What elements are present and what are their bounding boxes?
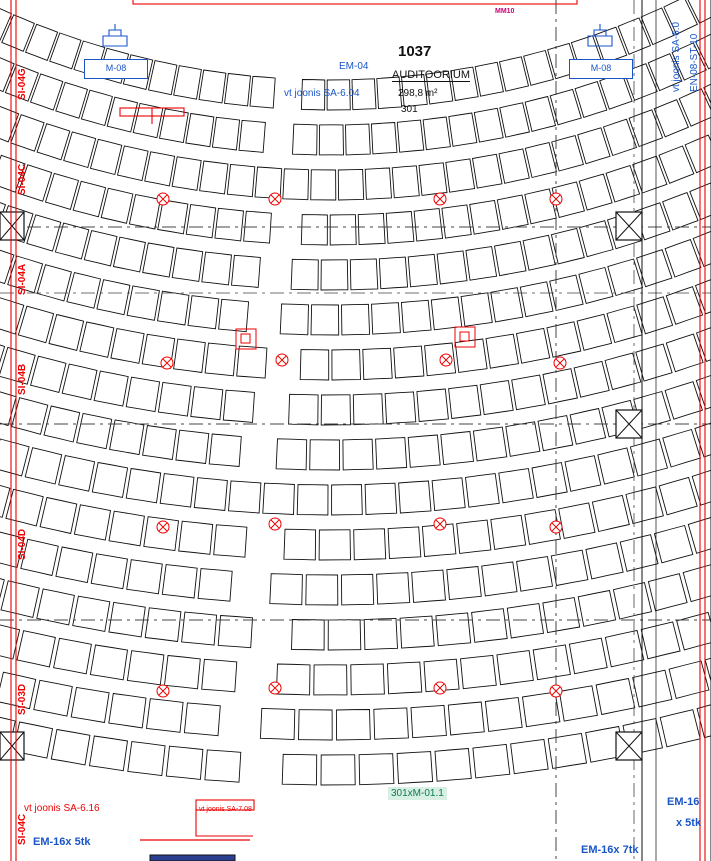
grid-label-0: SI-04G bbox=[17, 68, 28, 100]
label-right-note-2: EN-08-ST-10 bbox=[689, 33, 700, 92]
label-m08-left: M-08 bbox=[84, 59, 148, 79]
label-em16-5tk-left: EM-16x 5tk bbox=[33, 836, 91, 848]
label-mm10: MM10 bbox=[495, 8, 515, 15]
label-vt-sa708: vt joonis SA-7.08 bbox=[199, 806, 252, 813]
label-right-note-1: vt joonis SA-6.0 bbox=[671, 21, 682, 92]
grid-label-5: SI-03D bbox=[17, 683, 28, 715]
label-em04: EM-04 bbox=[339, 61, 369, 72]
label-vt-sa616: vt joonis SA-6.16 bbox=[24, 803, 100, 814]
grid-label-1: SI-04C bbox=[17, 163, 28, 195]
grid-label-6: SI-04C bbox=[17, 813, 28, 845]
grid-label-3: SI-04B bbox=[17, 363, 28, 395]
bottom-room-tag: 301xM-01.1 bbox=[388, 787, 447, 800]
room-name: AUDITOORIUM bbox=[392, 69, 471, 81]
grid-label-4: SI-04D bbox=[17, 528, 28, 560]
label-m08-right: M-08 bbox=[569, 59, 633, 79]
room-code: 301 bbox=[401, 104, 418, 115]
label-em16-right-2: x 5tk bbox=[676, 817, 702, 829]
room-number: 1037 bbox=[398, 43, 432, 60]
label-em16-bottom: EM-16x 7tk bbox=[581, 844, 639, 856]
room-area: 298,8 m² bbox=[398, 88, 438, 99]
grid-label-2: SI-04A bbox=[17, 263, 28, 295]
label-em16-right-1: EM-16 bbox=[667, 796, 700, 808]
reference-note-top: vt joonis SA-6.04 bbox=[284, 88, 360, 99]
